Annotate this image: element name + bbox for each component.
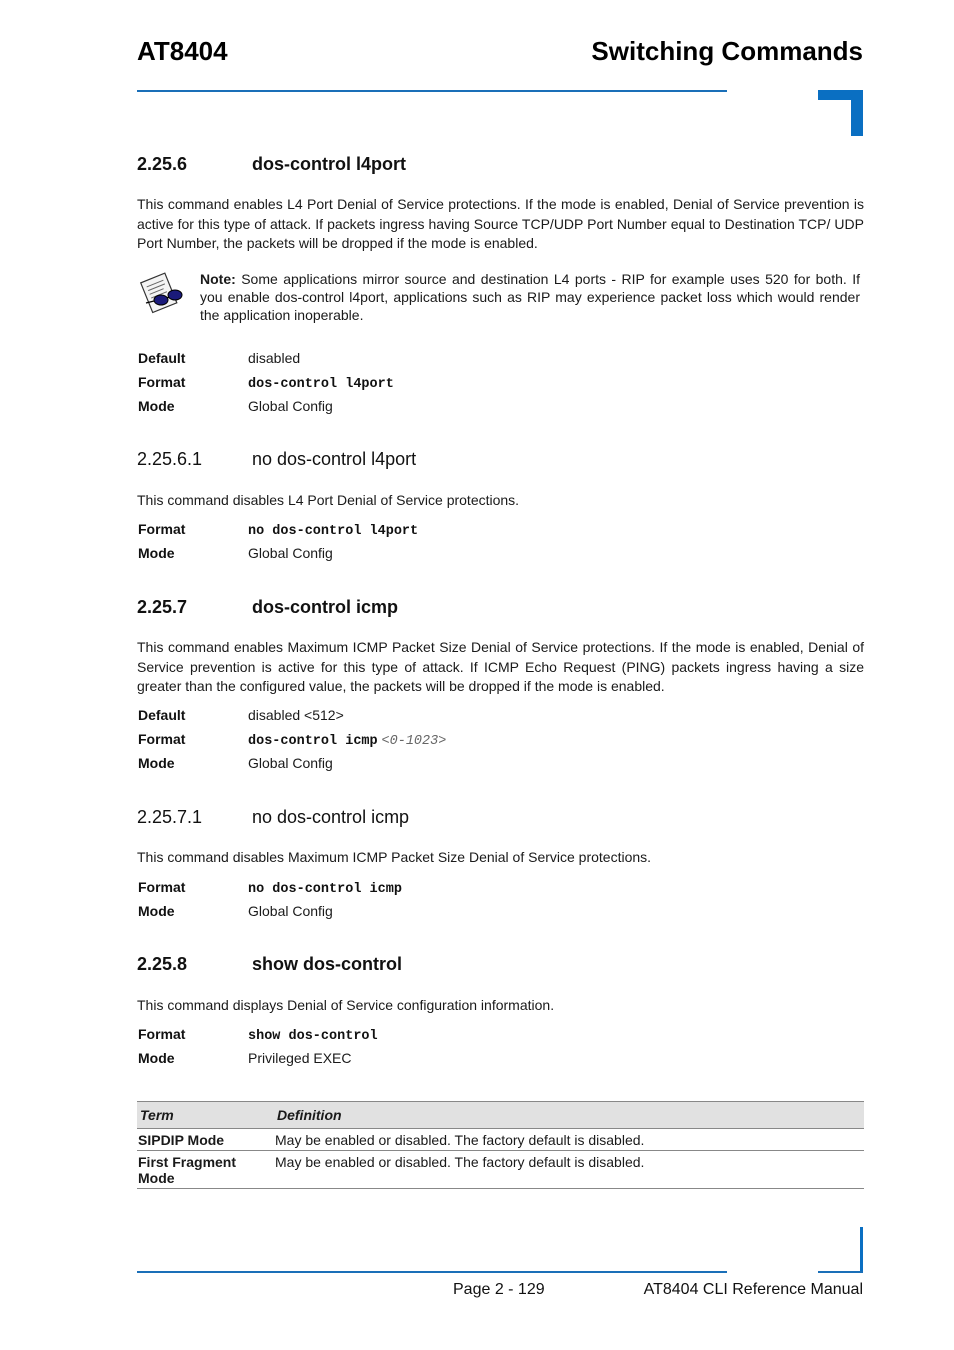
mode-row — [138, 398, 333, 414]
header-rule — [137, 90, 727, 92]
table-header-row — [137, 1102, 864, 1129]
format-value: dos-control icmp — [248, 734, 378, 749]
definition-table — [137, 1101, 864, 1189]
section-heading-2-25-7-1 — [137, 807, 409, 828]
section-heading-2-25-6 — [137, 154, 406, 175]
note-text — [200, 270, 860, 324]
section-heading-2-25-6-1 — [137, 449, 416, 470]
format-value: no dos-control l4port — [248, 524, 419, 539]
section-description: This command disables Maximum ICMP Packet Size Denial of Service protections. — [137, 849, 652, 865]
default-value: disabled <512> — [248, 707, 344, 723]
format-label: Format — [138, 879, 186, 895]
table-row — [137, 1129, 864, 1151]
section-description: This command enables Maximum ICMP Packet Size Denial of Service protections. If the mode is enabled, Denial of Service prevention is active for this type of attack. If ICMP Echo Request (PING) packets ingress having a size greater than the configured value, the packets will be dropped if the mode is enabled. — [137, 639, 864, 694]
table-cell-term: First Fragment Mode — [137, 1151, 274, 1189]
note-body: Some applications mirror source and destination L4 ports - RIP for example uses 520 for both. If you enable dos-control l4port, applications such as RIP may experience packet loss which would render the application inoperable. — [200, 271, 860, 323]
table-header-definition: Definition — [274, 1102, 864, 1129]
footer-manual-title: AT8404 CLI Reference Manual — [643, 1281, 863, 1298]
mode-row — [138, 545, 333, 561]
header-right-title: Switching Commands — [591, 36, 863, 66]
mode-value: Global Config — [248, 398, 333, 414]
mode-value: Privileged EXEC — [248, 1050, 352, 1066]
section-title: dos-control l4port — [252, 154, 406, 174]
default-value: disabled — [248, 350, 301, 366]
mode-label: Mode — [138, 1050, 175, 1066]
footer-page-number: Page 2 - 129 — [453, 1281, 545, 1298]
section-description: This command displays Denial of Service configuration information. — [137, 997, 555, 1013]
format-row — [138, 521, 418, 539]
default-label: Default — [138, 707, 186, 723]
mode-row — [138, 1050, 352, 1066]
mode-row — [138, 903, 333, 919]
table-cell-definition: May be enabled or disabled. The factory default is disabled. — [274, 1151, 864, 1189]
format-value: dos-control l4port — [248, 377, 394, 392]
format-label: Format — [138, 1026, 186, 1042]
section-number: 2.25.8 — [137, 954, 188, 974]
mode-row — [138, 755, 333, 771]
section-heading-2-25-7 — [137, 597, 398, 618]
section-title: dos-control icmp — [252, 597, 399, 617]
section-description: This command enables L4 Port Denial of Service protections. If the mode is enabled, Denial of Service prevention is active for this type of attack. If packets ingress having Source TCP/UDP Port Number equal to Destination TCP/ UDP Port Number, the packets will be dropped if the mode is enabled. — [137, 196, 864, 251]
format-row — [138, 879, 402, 897]
section-number: 2.25.7.1 — [137, 807, 203, 827]
format-row — [138, 374, 394, 392]
mode-value: Global Config — [248, 903, 333, 919]
section-number: 2.25.6.1 — [137, 449, 203, 469]
format-argument: <0-1023> — [381, 734, 447, 749]
format-label: Format — [138, 731, 186, 747]
format-value: no dos-control icmp — [248, 882, 402, 897]
table-cell-term: SIPDIP Mode — [137, 1129, 274, 1151]
section-title: no dos-control l4port — [252, 449, 417, 469]
header-left-title: AT8404 — [137, 36, 228, 66]
section-number: 2.25.6 — [137, 154, 188, 174]
table-header-term: Term — [137, 1102, 274, 1129]
format-row — [138, 731, 446, 749]
section-description: This command disables L4 Port Denial of Service protections. — [137, 492, 520, 508]
table-cell-definition: May be enabled or disabled. The factory default is disabled. — [274, 1129, 864, 1151]
mode-label: Mode — [138, 755, 175, 771]
mode-label: Mode — [138, 903, 175, 919]
format-row — [138, 1026, 378, 1044]
section-title: show dos-control — [252, 954, 402, 974]
section-heading-2-25-8 — [137, 954, 402, 975]
note-paper-glasses-icon — [137, 270, 185, 316]
mode-value: Global Config — [248, 545, 333, 561]
section-number: 2.25.7 — [137, 597, 188, 617]
format-label: Format — [138, 374, 186, 390]
mode-label: Mode — [138, 545, 175, 561]
mode-label: Mode — [138, 398, 175, 414]
mode-value: Global Config — [248, 755, 333, 771]
table-row — [137, 1151, 864, 1189]
note-label: Note: — [200, 271, 236, 287]
footer-rule-right — [818, 1271, 863, 1273]
corner-mark-bottom-vertical — [860, 1227, 863, 1273]
default-row — [138, 707, 344, 723]
corner-mark-top-vertical — [851, 90, 863, 136]
default-label: Default — [138, 350, 186, 366]
section-title: no dos-control icmp — [252, 807, 410, 827]
format-label: Format — [138, 521, 186, 537]
format-value: show dos-control — [248, 1029, 378, 1044]
footer-rule-left — [137, 1271, 727, 1273]
default-row — [138, 350, 300, 366]
